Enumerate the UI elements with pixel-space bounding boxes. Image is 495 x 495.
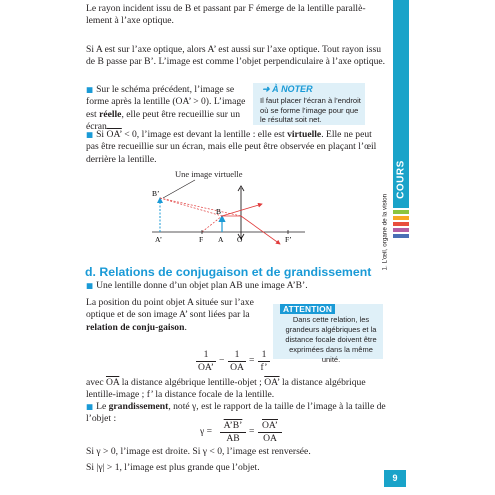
page-number: 9 — [384, 470, 406, 487]
label-F: F — [199, 235, 204, 244]
note-text: Il faut placer l’écran à l’endroit où se forme l’image pour que le résultat soit net. — [260, 96, 361, 125]
ray-center — [222, 204, 262, 216]
chapter-label: 1. L’œil, organe de la vision — [381, 193, 389, 271]
arrow-right-icon: ➜ — [262, 84, 270, 94]
label-O: O — [237, 235, 243, 244]
magnification-formula: γ = A’B’ $\overline{AB}$ = OA’ $\overline{OA}$ — [200, 420, 300, 448]
conjugation-formula: 1 OA’ − 1 $\overline{OA}$ = 1 f’ — [196, 349, 280, 377]
optics-diagram — [140, 168, 310, 246]
ray-refracted — [241, 216, 280, 244]
paragraph-1: Le rayon incident issu de B et passant par F émerge de la lentille parallè-lement à l’axe optique. — [86, 3, 366, 27]
bullet-square-icon: ■ — [86, 281, 94, 290]
label-Ap: A’ — [155, 235, 163, 244]
label-Fp: F’ — [285, 235, 292, 244]
diagram-caption: Une image virtuelle — [175, 169, 243, 179]
label-B: B — [216, 207, 222, 216]
label-A: A — [218, 235, 224, 244]
paragraph-9: Si γ > 0, l’image est droite. Si γ < 0, l’image est renversée. — [86, 446, 311, 457]
note-title: ➜ À NOTER — [262, 84, 313, 94]
paragraph-3: ■ Sur le schéma précédent, l’image se forme après la lentille (OA’ > 0). L’image est réelle, elle peut être recueillie sur un écran. — [86, 84, 246, 132]
section-title: d. Relations de conjugaison et de grandissement — [85, 265, 372, 279]
paragraph-6: La position du point objet A située sur l’axe optique et de son image A’ sont liées par la relation de conju-gaison. — [86, 297, 254, 333]
paragraph-4: ■ Si OA’ < 0, l’image est devant la lentille : elle est virtuelle. Elle ne peut pas être recueillie sur un écran, mais elle peut être observée en plaçant l’œil derrière la lentille. — [86, 129, 377, 165]
paragraph-5: ■ Une lentille donne d’un objet plan AB une image A’B’. — [86, 280, 308, 291]
label-Bp: B’ — [152, 189, 160, 198]
bullet-square-icon: ■ — [86, 130, 94, 139]
paragraph-7: avec $\overline{OA}$ la distance algébrique lentille-objet ; OA’ la distance algébrique lentille-image ; f’ la distance focale de la lentille. — [86, 377, 366, 401]
attention-title: ATTENTION — [280, 304, 335, 314]
paragraph-8: ■ Le grandissement, noté γ, est le rapport de la taille de l’image à la taille de l’objet : — [86, 401, 386, 425]
cours-tab: COURS — [395, 160, 407, 199]
paragraph-10: Si |γ| > 1, l’image est plus grande que l’objet. — [86, 462, 260, 473]
caption-pointer — [163, 180, 195, 198]
bullet-square-icon: ■ — [86, 402, 94, 411]
paragraph-2: Si A est sur l’axe optique, alors A’ est aussi sur l’axe optique. Tout rayon issu de B passe par B’. L’image est comme l’objet perpendiculaire à l’axe optique. — [86, 44, 386, 68]
bullet-square-icon: ■ — [86, 85, 94, 94]
attention-text: Dans cette relation, les grandeurs algébriques et la distance focale doivent être exprimées dans la même unité. — [285, 315, 377, 364]
